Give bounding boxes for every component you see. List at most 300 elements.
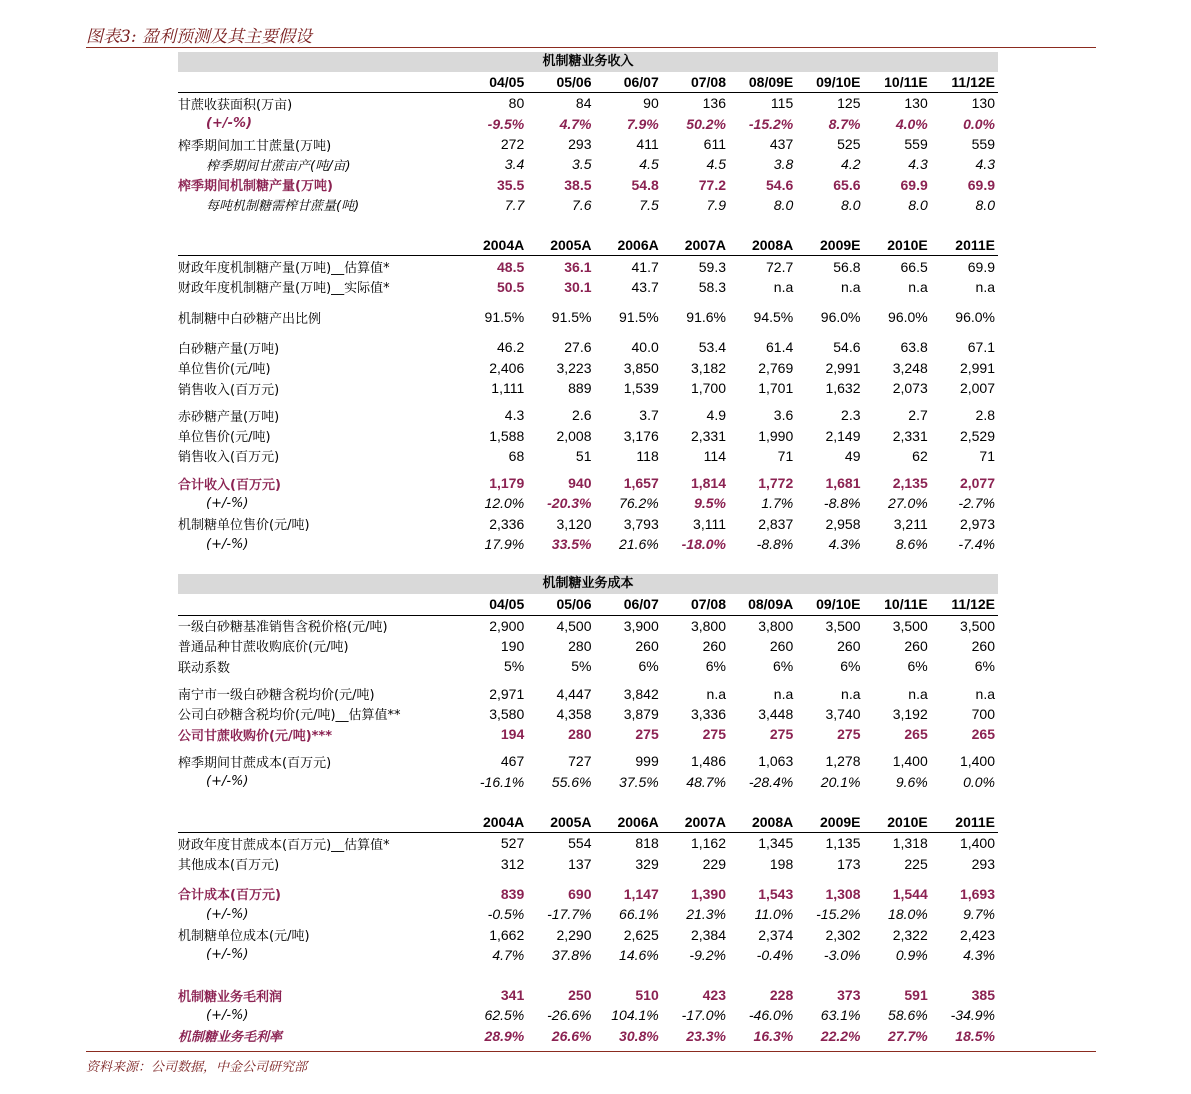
cell-value: 4.5 <box>639 156 659 173</box>
column-header-row <box>178 812 998 833</box>
row-label: 销售收入(百万元) <box>178 382 280 398</box>
row-label: 其他成本(百万元) <box>178 858 280 874</box>
cell-value: 4.3 <box>975 156 995 173</box>
cell-value: 62 <box>912 447 928 464</box>
cell-value: 8.6% <box>895 536 928 553</box>
cell-value: 68 <box>508 447 525 464</box>
cell-value: 1,543 <box>758 885 794 902</box>
cell-value: 3,120 <box>556 515 592 532</box>
table-row <box>178 134 998 154</box>
cell-value: 341 <box>500 987 525 1004</box>
cell-value: 2.6 <box>572 407 592 424</box>
row-gap <box>178 874 998 884</box>
cell-value: 2,991 <box>825 359 861 376</box>
cell-value: -8.8% <box>756 536 794 553</box>
cell-value: -7.4% <box>958 536 995 553</box>
table-row <box>178 884 998 904</box>
table-row <box>178 307 998 327</box>
cell-value: 62.5% <box>484 1007 525 1024</box>
cell-value: 2,322 <box>892 926 928 943</box>
row-label: 销售收入(百万元) <box>178 450 280 466</box>
cell-value: 312 <box>500 855 525 872</box>
cell-value: 5% <box>504 658 525 675</box>
cell-value: 6% <box>974 658 995 675</box>
row-label: 榨季期间加工甘蔗量(万吨) <box>178 138 332 154</box>
cell-value: 0.0% <box>963 773 995 790</box>
cell-value: -16.1% <box>479 773 525 790</box>
cell-value: 260 <box>971 637 995 654</box>
row-label: 机制糖单位成本(元/吨) <box>178 929 310 945</box>
cell-value: 275 <box>769 726 794 743</box>
cell-value: 8.0 <box>773 196 794 213</box>
column-header: 04/05 <box>489 74 525 91</box>
cell-value: 20.1% <box>820 773 861 790</box>
forecast-table <box>178 52 998 1046</box>
row-label: (+/-%) <box>206 1007 249 1023</box>
cell-value: 96.0% <box>888 309 928 326</box>
table-row <box>178 1026 998 1046</box>
column-header: 2004A <box>482 237 525 254</box>
cell-value: 839 <box>500 885 525 902</box>
cell-value: 54.6 <box>766 176 794 193</box>
cell-value: 67.1 <box>967 339 995 356</box>
cell-value: 63.1% <box>820 1007 861 1024</box>
cell-value: 115 <box>770 95 794 112</box>
row-label: 财政年度机制糖产量(万吨)__估算值* <box>178 261 390 277</box>
table-row <box>178 656 998 676</box>
row-gap <box>178 297 998 307</box>
row-label: (+/-%) <box>206 116 252 132</box>
column-header: 2008A <box>751 814 794 831</box>
cell-value: 59.3 <box>698 258 726 275</box>
table-row <box>178 945 998 965</box>
cell-value: 272 <box>500 136 525 153</box>
cell-value: 510 <box>635 987 659 1004</box>
column-header: 08/09E <box>748 74 794 91</box>
table-row <box>178 985 998 1005</box>
section-title-bar: 机制糖业务收入 <box>178 52 998 72</box>
column-header: 09/10E <box>816 596 861 613</box>
cell-value: 104.1% <box>611 1007 659 1024</box>
cell-value: 260 <box>837 637 861 654</box>
cell-value: 9.7% <box>963 906 995 923</box>
table-row <box>178 636 998 656</box>
cell-value: 17.9% <box>484 536 525 553</box>
cell-value: 3,800 <box>758 617 794 634</box>
column-header: 04/05 <box>489 596 525 613</box>
cell-value: -20.3% <box>547 495 592 512</box>
cell-value: 1,345 <box>758 835 794 852</box>
row-label: 机制糖业务毛利润 <box>178 989 283 1005</box>
cell-value: 2,529 <box>959 427 995 444</box>
row-label: (+/-%) <box>206 906 249 922</box>
cell-value: 265 <box>971 726 995 743</box>
row-label: 财政年度机制糖产量(万吨)__实际值* <box>178 281 390 297</box>
row-gap <box>178 398 998 405</box>
cell-value: -26.6% <box>547 1007 592 1024</box>
cell-value: 91.5% <box>484 309 525 326</box>
column-header: 07/08 <box>690 74 726 91</box>
row-label: 榨季期间甘蔗成本(百万元) <box>178 755 332 771</box>
cell-value: 173 <box>837 855 861 872</box>
cell-value: -28.4% <box>748 773 794 790</box>
cell-value: 69.9 <box>967 258 995 275</box>
cell-value: -9.2% <box>689 946 726 963</box>
table-row <box>178 833 998 853</box>
cell-value: 2,331 <box>690 427 726 444</box>
cell-value: 4.3% <box>828 536 861 553</box>
cell-value: -15.2% <box>816 906 861 923</box>
row-label: 机制糖中白砂糖产出比例 <box>178 311 322 327</box>
table-row <box>178 93 998 113</box>
cell-value: -3.0% <box>823 946 861 963</box>
cell-value: 0.0% <box>963 115 995 132</box>
cell-value: 63.8 <box>900 339 928 356</box>
cell-value: 91.5% <box>551 309 592 326</box>
cell-value: 3,111 <box>693 515 726 532</box>
cell-value: 8.0 <box>975 196 995 213</box>
cell-value: 1,390 <box>690 885 726 902</box>
cell-value: 293 <box>568 136 592 153</box>
row-gap <box>178 327 998 337</box>
cell-value: 3,192 <box>892 705 928 722</box>
table-row <box>178 616 998 636</box>
cell-value: 26.6% <box>551 1027 592 1044</box>
cell-value: 3,740 <box>825 705 861 722</box>
cell-value: 14.6% <box>619 946 659 963</box>
cell-value: 90 <box>643 95 659 112</box>
cell-value: 9.6% <box>895 773 928 790</box>
cell-value: 2,290 <box>556 926 592 943</box>
cell-value: 3.6 <box>773 407 794 424</box>
cell-value: 48.7% <box>686 773 726 790</box>
cell-value: 6% <box>840 658 861 675</box>
cell-value: 2.7 <box>908 407 928 424</box>
cell-value: 3,793 <box>623 515 659 532</box>
cell-value: n.a <box>975 685 995 702</box>
cell-value: 437 <box>769 136 794 153</box>
cell-value: 280 <box>568 726 592 743</box>
row-label: 普通品种甘蔗收购底价(元/吨) <box>178 640 349 656</box>
cell-value: 6% <box>907 658 928 675</box>
cell-value: 2,769 <box>758 359 794 376</box>
cell-value: 69.9 <box>967 176 995 193</box>
cell-value: 3,336 <box>690 705 726 722</box>
table-row <box>178 904 998 924</box>
row-gap <box>178 676 998 683</box>
column-header: 11/12E <box>951 74 995 91</box>
cell-value: 4.0% <box>895 115 928 132</box>
row-label: 机制糖业务毛利率 <box>178 1030 283 1046</box>
cell-value: 2,336 <box>489 515 525 532</box>
cell-value: 2,384 <box>690 926 726 943</box>
cell-value: 2,958 <box>825 515 861 532</box>
cell-value: 48.5 <box>497 258 525 275</box>
cell-value: 3,800 <box>690 617 726 634</box>
cell-value: 4.7% <box>559 115 592 132</box>
column-header: 2005A <box>550 814 592 831</box>
column-header: 05/06 <box>556 74 592 91</box>
cell-value: 293 <box>971 855 995 872</box>
cell-value: 12.0% <box>484 495 525 512</box>
cell-value: 1,318 <box>892 835 928 852</box>
cell-value: 4.3 <box>504 407 525 424</box>
cell-value: 61.4 <box>766 339 794 356</box>
cell-value: 7.9 <box>706 196 726 213</box>
cell-value: 2.3 <box>841 407 861 424</box>
column-header: 08/09A <box>748 596 794 613</box>
column-header-row <box>178 235 998 256</box>
cell-value: 6% <box>705 658 726 675</box>
cell-value: 27.7% <box>888 1027 928 1044</box>
cell-value: 250 <box>568 987 592 1004</box>
cell-value: 38.5 <box>564 176 592 193</box>
cell-value: n.a <box>773 685 794 702</box>
cell-value: 77.2 <box>698 176 726 193</box>
cell-value: 36.1 <box>564 258 592 275</box>
row-label: 财政年度甘蔗成本(百万元)__估算值* <box>178 837 390 853</box>
column-header: 2008A <box>751 237 794 254</box>
cell-value: 3.8 <box>773 156 794 173</box>
cell-value: 37.5% <box>619 773 659 790</box>
cell-value: 190 <box>500 637 525 654</box>
row-label: 榨季期间机制糖产量(万吨) <box>178 179 333 195</box>
cell-value: 2,625 <box>623 926 659 943</box>
cell-value: 275 <box>837 726 861 743</box>
column-header: 07/08 <box>690 596 726 613</box>
cell-value: 65.6 <box>833 176 861 193</box>
cell-value: 2,971 <box>489 685 525 702</box>
cell-value: 4,358 <box>556 705 592 722</box>
cell-value: 611 <box>703 136 726 153</box>
cell-value: 260 <box>635 637 659 654</box>
block-gap <box>178 792 998 812</box>
cell-value: 137 <box>568 855 592 872</box>
column-header: 2006A <box>617 237 659 254</box>
cell-value: 125 <box>837 95 861 112</box>
cell-value: 136 <box>702 95 726 112</box>
cell-value: 130 <box>971 95 995 112</box>
cell-value: 6% <box>773 658 794 675</box>
cell-value: 80 <box>508 95 525 112</box>
cell-value: 91.6% <box>686 309 726 326</box>
cell-value: n.a <box>975 278 995 295</box>
cell-value: 700 <box>971 705 995 722</box>
cell-value: 40.0 <box>631 339 659 356</box>
cell-value: 27.0% <box>888 495 928 512</box>
page-title: 图表3: 盈利预测及其主要假设 <box>86 27 312 47</box>
cell-value: 4.5 <box>706 156 726 173</box>
cell-value: 3,182 <box>690 359 726 376</box>
cell-value: 69.9 <box>900 176 928 193</box>
cell-value: 1,681 <box>825 475 861 492</box>
cell-value: 114 <box>703 447 726 464</box>
cell-value: 3,176 <box>623 427 659 444</box>
cell-value: 559 <box>904 136 928 153</box>
cell-value: 373 <box>837 987 861 1004</box>
cell-value: 2,302 <box>825 926 861 943</box>
cell-value: 818 <box>635 835 659 852</box>
cell-value: 21.3% <box>686 906 726 923</box>
cell-value: 3.5 <box>572 156 592 173</box>
row-gap <box>178 466 998 473</box>
cell-value: 225 <box>904 855 928 872</box>
cell-value: 8.7% <box>828 115 861 132</box>
cell-value: 55.6% <box>551 773 592 790</box>
cell-value: 3.4 <box>504 156 525 173</box>
cell-value: n.a <box>773 278 794 295</box>
row-label: 合计收入(百万元) <box>178 477 281 493</box>
cell-value: 84 <box>575 95 592 112</box>
table-row <box>178 493 998 513</box>
table-row <box>178 772 998 792</box>
cell-value: 30.8% <box>619 1027 659 1044</box>
table-row <box>178 154 998 174</box>
cell-value: 229 <box>702 855 726 872</box>
table-row <box>178 174 998 194</box>
cell-value: 999 <box>635 753 659 770</box>
cell-value: 9.5% <box>694 495 726 512</box>
column-header: 2006A <box>617 814 659 831</box>
row-label: 公司白砂糖含税均价(元/吨)__估算值** <box>178 708 401 724</box>
column-header: 09/10E <box>816 74 861 91</box>
cell-value: 8.0 <box>908 196 928 213</box>
cell-value: 889 <box>568 380 592 396</box>
cell-value: 228 <box>769 987 794 1004</box>
cell-value: 35.5 <box>497 176 525 193</box>
cell-value: 4.2 <box>841 156 861 173</box>
row-label: 单位售价(元/吨) <box>178 362 271 378</box>
row-label: 每吨机制糖需榨甘蔗量(吨) <box>206 199 360 215</box>
cell-value: 66.5 <box>900 258 928 275</box>
cell-value: 275 <box>635 726 659 743</box>
table-row <box>178 425 998 445</box>
cell-value: 7.6 <box>572 196 592 213</box>
cell-value: n.a <box>908 278 928 295</box>
cell-value: 727 <box>568 753 592 770</box>
column-header: 06/07 <box>623 74 659 91</box>
cell-value: 71 <box>979 447 995 464</box>
cell-value: 96.0% <box>820 309 861 326</box>
cell-value: 118 <box>636 447 659 464</box>
cell-value: 1,400 <box>892 753 928 770</box>
column-header: 06/07 <box>623 596 659 613</box>
cell-value: 58.6% <box>888 1007 928 1024</box>
cell-value: 280 <box>568 637 592 654</box>
cell-value: 1,693 <box>959 885 995 902</box>
cell-value: 1,701 <box>758 380 794 396</box>
cell-value: -46.0% <box>748 1007 794 1024</box>
cell-value: 54.6 <box>833 339 861 356</box>
cell-value: -34.9% <box>950 1007 995 1024</box>
row-label: 白砂糖产量(万吨) <box>178 341 280 357</box>
cell-value: 1,179 <box>489 475 525 492</box>
cell-value: 7.7 <box>504 196 525 213</box>
column-header: 2007A <box>684 237 726 254</box>
cell-value: 54.8 <box>631 176 659 193</box>
column-header: 2007A <box>684 814 726 831</box>
row-label: 南宁市一级白砂糖含税均价(元/吨) <box>178 688 375 704</box>
cell-value: n.a <box>841 685 861 702</box>
cell-value: 33.5% <box>551 536 592 553</box>
cell-value: 3,842 <box>623 685 659 702</box>
cell-value: -17.7% <box>547 906 592 923</box>
cell-value: 1,772 <box>758 475 794 492</box>
cell-value: 16.3% <box>753 1027 794 1044</box>
row-label: 榨季期间甘蔗亩产(吨/亩) <box>206 158 351 174</box>
cell-value: 2,073 <box>892 380 928 396</box>
cell-value: 46.2 <box>497 339 525 356</box>
cell-value: -2.7% <box>958 495 995 512</box>
column-header: 10/11E <box>884 74 928 91</box>
cell-value: 130 <box>904 95 928 112</box>
cell-value: 50.5 <box>497 278 525 295</box>
cell-value: 43.7 <box>631 278 659 295</box>
cell-value: 3,211 <box>893 515 928 532</box>
cell-value: 385 <box>971 987 995 1004</box>
cell-value: 2,007 <box>959 380 995 396</box>
cell-value: 198 <box>769 855 794 872</box>
cell-value: 2,077 <box>959 475 995 492</box>
table-row <box>178 854 998 874</box>
cell-value: 1,162 <box>690 835 726 852</box>
column-header: 2009E <box>820 814 861 831</box>
row-gap <box>178 744 998 751</box>
cell-value: 1,539 <box>623 380 659 396</box>
table-row <box>178 514 998 534</box>
cell-value: 4,447 <box>556 685 592 702</box>
cell-value: 2,991 <box>959 359 995 376</box>
row-label: 机制糖单位售价(元/吨) <box>178 518 310 534</box>
cell-value: 527 <box>500 835 525 852</box>
column-header: 2009E <box>820 237 861 254</box>
cell-value: 3,850 <box>623 359 659 376</box>
cell-value: 2,374 <box>758 926 794 943</box>
cell-value: 1,662 <box>489 926 525 943</box>
row-gap <box>178 965 998 985</box>
section-title-bar: 机制糖业务成本 <box>178 574 998 594</box>
cell-value: 1,400 <box>959 753 995 770</box>
cell-value: -18.0% <box>681 536 726 553</box>
cell-value: 1,814 <box>690 475 726 492</box>
cell-value: 18.5% <box>955 1027 995 1044</box>
column-header-row <box>178 594 998 615</box>
cell-value: 56.8 <box>833 258 861 275</box>
cell-value: 51 <box>575 447 592 464</box>
cell-value: 5% <box>571 658 592 675</box>
cell-value: 525 <box>837 136 861 153</box>
cell-value: 275 <box>702 726 726 743</box>
cell-value: 3,500 <box>892 617 928 634</box>
row-label: (+/-%) <box>206 774 249 790</box>
column-header: 2004A <box>482 814 525 831</box>
cell-value: n.a <box>908 685 928 702</box>
cell-value: -9.5% <box>487 115 525 132</box>
cell-value: 2,008 <box>556 427 592 444</box>
cell-value: 3,900 <box>623 617 659 634</box>
column-header: 11/12E <box>951 596 995 613</box>
bottom-rule <box>86 1051 1096 1052</box>
cell-value: 690 <box>568 885 592 902</box>
cell-value: 1,632 <box>825 380 861 396</box>
cell-value: -17.0% <box>681 1007 726 1024</box>
cell-value: 260 <box>769 637 794 654</box>
table-row <box>178 358 998 378</box>
cell-value: 1,147 <box>623 885 659 902</box>
row-label: (+/-%) <box>206 536 249 552</box>
row-label: 单位售价(元/吨) <box>178 430 271 446</box>
cell-value: -8.8% <box>823 495 861 512</box>
